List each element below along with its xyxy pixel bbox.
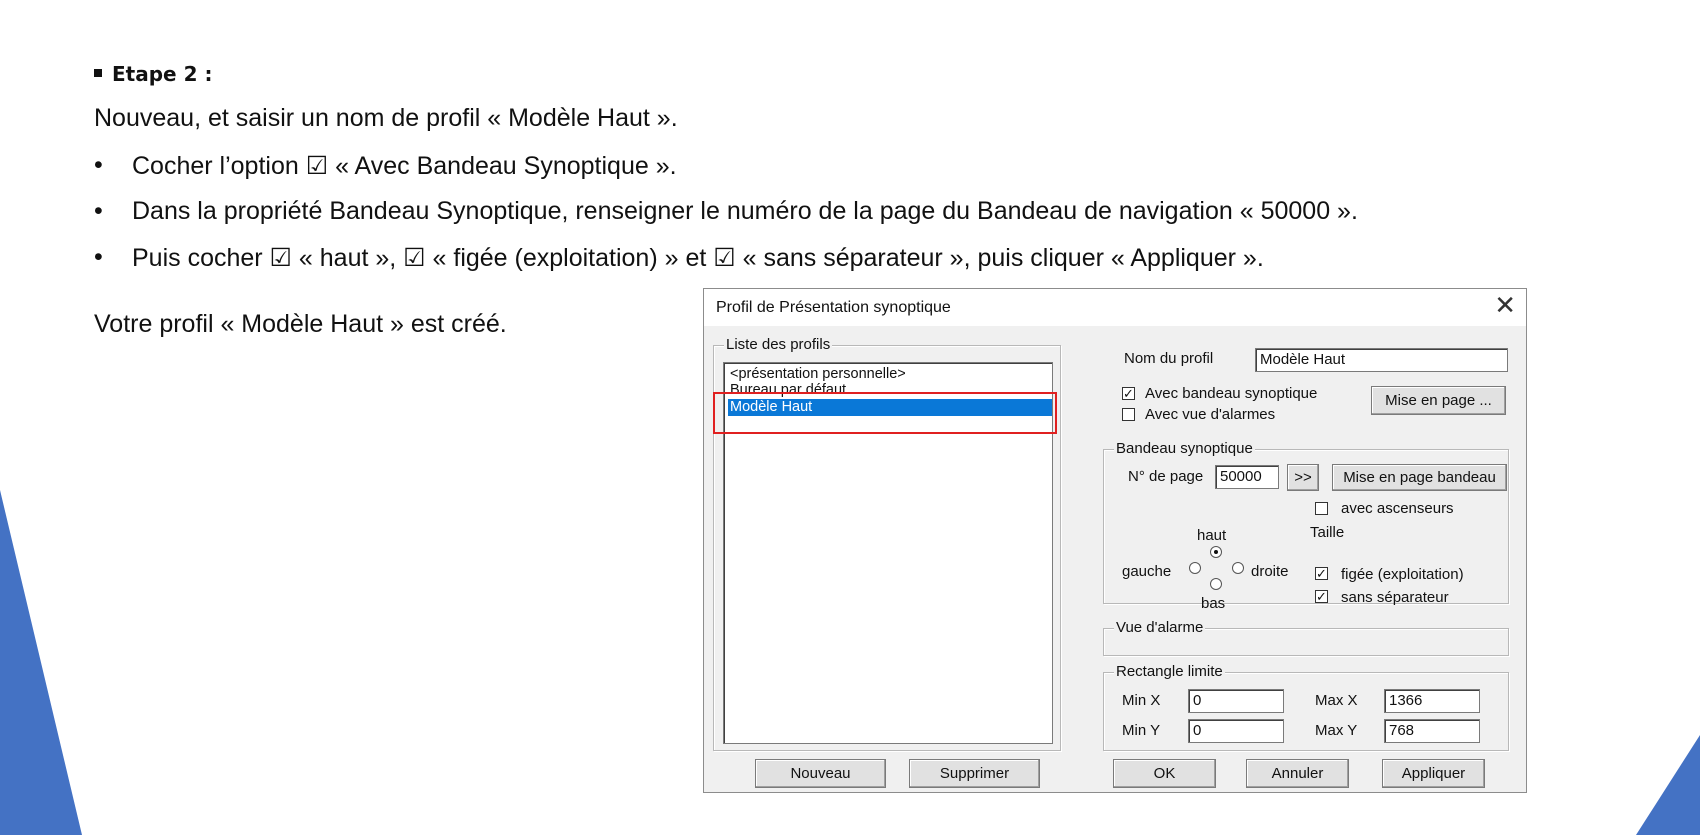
max-x-label: Max X bbox=[1315, 692, 1358, 709]
vue-alarme-group bbox=[1103, 619, 1509, 656]
appliquer-button[interactable]: Appliquer bbox=[1382, 759, 1485, 788]
dialog-title: Profil de Présentation synoptique bbox=[716, 299, 951, 316]
sans-separateur-label: sans séparateur bbox=[1341, 589, 1449, 606]
mise-en-page-bandeau-button[interactable]: Mise en page bandeau bbox=[1332, 464, 1507, 491]
avec-bandeau-label: Avec bandeau synoptique bbox=[1145, 385, 1318, 402]
avec-vue-label: Avec vue d'alarmes bbox=[1145, 406, 1276, 423]
right-corner-decoration bbox=[1636, 735, 1700, 835]
dialog-titlebar bbox=[704, 289, 1526, 326]
mise-en-page-button[interactable]: Mise en page ... bbox=[1371, 386, 1506, 415]
sans-separateur-checkbox[interactable]: ✓ bbox=[1316, 589, 1327, 604]
square-bullet-icon bbox=[94, 69, 102, 77]
min-x-field[interactable]: 0 bbox=[1188, 689, 1284, 713]
gauche-radio[interactable] bbox=[1189, 562, 1201, 574]
vue-alarme-group-label: Vue d'alarme bbox=[1116, 619, 1204, 636]
arrow-button[interactable]: >> bbox=[1287, 464, 1319, 491]
profile-name-field[interactable]: Modèle Haut bbox=[1255, 348, 1508, 372]
step-title bbox=[94, 62, 212, 86]
max-y-field[interactable]: 768 bbox=[1384, 719, 1480, 743]
bullet-text-2: Dans la propriété Bandeau Synoptique, renseigner le numéro de la page du Bandeau de navigation « 50000 ». bbox=[132, 197, 1358, 225]
page-label: N° de page bbox=[1128, 468, 1204, 485]
taille-label: Taille bbox=[1310, 524, 1345, 541]
highlight-annotation-box bbox=[713, 392, 1057, 434]
bullet-dot: • bbox=[94, 243, 103, 271]
min-y-label: Min Y bbox=[1122, 722, 1161, 739]
figee-checkbox[interactable]: ✓ bbox=[1316, 566, 1327, 581]
bullet-dot: • bbox=[94, 151, 103, 179]
nouveau-button[interactable]: Nouveau bbox=[755, 759, 886, 788]
gauche-label: gauche bbox=[1122, 563, 1172, 580]
list-item[interactable]: <présentation personnelle> bbox=[730, 366, 906, 382]
droite-radio[interactable] bbox=[1232, 562, 1244, 574]
list-item-selected[interactable]: Modèle Haut bbox=[728, 399, 1052, 416]
avec-bandeau-checkbox[interactable]: ✓ bbox=[1123, 386, 1134, 401]
figee-label: figée (exploitation) bbox=[1341, 566, 1464, 583]
page-number-field[interactable]: 50000 bbox=[1215, 465, 1279, 489]
bullet-dot: • bbox=[94, 197, 103, 225]
supprimer-button[interactable]: Supprimer bbox=[909, 759, 1040, 788]
list-item[interactable]: Bureau par défaut bbox=[730, 382, 847, 398]
droite-label: droite bbox=[1251, 563, 1289, 580]
profile-dialog bbox=[703, 288, 1527, 793]
step-title-text: Etape 2 : bbox=[112, 62, 213, 86]
max-x-field[interactable]: 1366 bbox=[1384, 689, 1480, 713]
ascenseurs-checkbox[interactable] bbox=[1315, 502, 1328, 515]
close-icon[interactable]: ✕ bbox=[1494, 290, 1516, 320]
profile-name-label: Nom du profil bbox=[1124, 350, 1214, 367]
bas-radio[interactable] bbox=[1210, 578, 1222, 590]
rectangle-limite-group-label: Rectangle limite bbox=[1116, 663, 1223, 680]
annuler-button[interactable]: Annuler bbox=[1246, 759, 1349, 788]
bullet-text-3: Puis cocher ☑ « haut », ☑ « figée (exploitation) » et ☑ « sans séparateur », puis cliquer « Appliquer ». bbox=[132, 244, 1264, 272]
profiles-group-label: Liste des profils bbox=[726, 336, 831, 353]
bas-label: bas bbox=[1201, 595, 1226, 612]
bullet-text-1: Cocher l’option ☑ « Avec Bandeau Synoptique ». bbox=[132, 152, 677, 180]
max-y-label: Max Y bbox=[1315, 722, 1358, 739]
avec-vue-checkbox[interactable] bbox=[1122, 408, 1135, 421]
haut-label: haut bbox=[1197, 527, 1227, 544]
ok-button[interactable]: OK bbox=[1113, 759, 1216, 788]
ascenseurs-label: avec ascenseurs bbox=[1341, 500, 1454, 517]
min-y-field[interactable]: 0 bbox=[1188, 719, 1284, 743]
haut-radio[interactable] bbox=[1210, 546, 1222, 558]
result-text: Votre profil « Modèle Haut » est créé. bbox=[94, 310, 507, 338]
bandeau-group-label: Bandeau synoptique bbox=[1116, 440, 1253, 457]
min-x-label: Min X bbox=[1122, 692, 1161, 709]
instruction-line: Nouveau, et saisir un nom de profil « Modèle Haut ». bbox=[94, 104, 678, 132]
left-corner-decoration bbox=[0, 490, 90, 835]
